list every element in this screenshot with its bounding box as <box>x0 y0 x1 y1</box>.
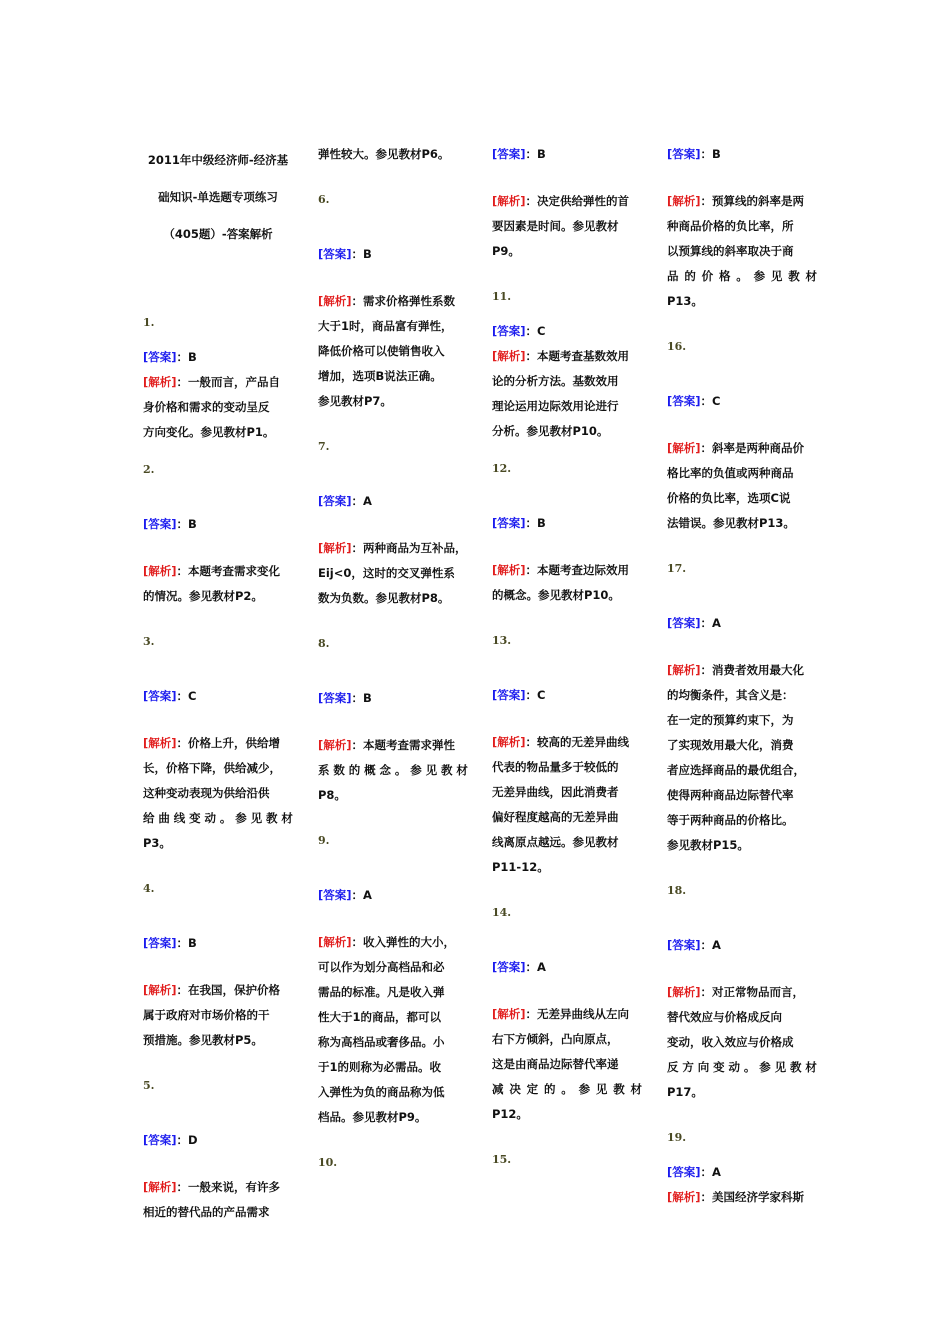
explanation-line: 给 曲 线 变 动 。 参 见 教 材 <box>143 811 293 825</box>
question-number: 15. <box>492 1153 512 1166</box>
title-line-3: （405题）-答案解析 <box>163 227 273 241</box>
explanation-text: 消费者效用最大化 <box>712 663 805 677</box>
explanation-line: 使得两种商品边际替代率 <box>667 788 794 802</box>
answer-line <box>667 611 817 636</box>
answer-line <box>318 489 468 514</box>
explanation-line: 的均衡条件，其含义是： <box>667 688 794 702</box>
explanation-separator: ： <box>351 541 364 555</box>
explanation-line: P11-12。 <box>492 860 549 874</box>
answer-value: B <box>363 691 372 705</box>
explanation-tag: [解析] <box>492 349 526 363</box>
explanation-tag: [解析] <box>318 541 352 555</box>
answer-value: B <box>188 350 197 364</box>
answer-value: C <box>537 688 546 702</box>
explanation-text: 两种商品为互补品， <box>363 541 467 555</box>
answer-tag: [答案] <box>143 517 177 531</box>
explanation-line: 参见教材P15。 <box>667 838 749 852</box>
explanation-line <box>492 344 642 369</box>
explanation-line: 品 的 价 格 。 参 见 教 材 <box>667 269 817 283</box>
answer-value: A <box>363 494 372 508</box>
explanation <box>143 370 293 445</box>
explanation-line: 于1的则称为必需品。收 <box>318 1060 442 1074</box>
answer-line <box>143 931 293 956</box>
explanation-line <box>143 370 293 395</box>
explanation-separator: ： <box>525 735 538 749</box>
answer-value: A <box>712 1165 721 1179</box>
explanation-tag: [解析] <box>143 983 177 997</box>
explanation-line: 参见教材P7。 <box>318 394 392 408</box>
explanation-line <box>492 558 642 583</box>
answer-value: D <box>188 1133 198 1147</box>
explanation-line: 要因素是时间。参见教材 <box>492 219 619 233</box>
answer-tag: [答案] <box>492 688 526 702</box>
explanation-tag: [解析] <box>667 194 701 208</box>
answer-line <box>667 142 817 167</box>
explanation-line: 需品的标准。凡是收入弹 <box>318 985 445 999</box>
answer-tag: [答案] <box>667 938 701 952</box>
answer-value: A <box>712 938 721 952</box>
answer-tag: [答案] <box>492 516 526 530</box>
answer-line <box>143 345 293 370</box>
answer-line <box>667 389 817 414</box>
answer-separator: ： <box>176 936 189 950</box>
explanation-line <box>318 930 468 955</box>
explanation-separator: ： <box>176 375 189 389</box>
explanation-separator: ： <box>176 983 189 997</box>
explanation-text: 一般而言，产品自 <box>188 375 281 389</box>
explanation-line: 减 决 定 的 。 参 见 教 材 <box>492 1082 642 1096</box>
explanation-line: 线离原点越远。参见教材 <box>492 835 619 849</box>
explanation-line: 档品。参见教材P9。 <box>318 1110 427 1124</box>
explanation-text: 较高的无差异曲线 <box>537 735 630 749</box>
explanation-line <box>143 559 293 584</box>
answer-tag: [答案] <box>492 960 526 974</box>
explanation-text: 本题考查需求变化 <box>188 564 281 578</box>
answer-tag: [答案] <box>667 1165 701 1179</box>
answer-separator: ： <box>176 517 189 531</box>
explanation-tag: [解析] <box>318 738 352 752</box>
explanation-line: 方向变化。参见教材P1。 <box>143 425 275 439</box>
explanation-line <box>492 189 642 214</box>
answer-separator: ： <box>351 691 364 705</box>
explanation <box>492 344 642 444</box>
explanation-line <box>667 436 817 461</box>
answer-line <box>318 242 468 267</box>
column-2 <box>318 142 468 1173</box>
explanation-text: 对正常物品而言， <box>712 985 805 999</box>
explanation-separator: ： <box>351 294 364 308</box>
explanation-tag: [解析] <box>143 564 177 578</box>
answer-tag: [答案] <box>667 394 701 408</box>
answer-value: C <box>537 324 546 338</box>
explanation-text: 在我国，保护价格 <box>188 983 281 997</box>
explanation-line: 替代效应与价格成反向 <box>667 1010 782 1024</box>
explanation-line <box>318 536 468 561</box>
explanation-line: 种商品价格的负比率，所 <box>667 219 794 233</box>
answer-line <box>492 511 642 536</box>
explanation <box>492 1002 642 1127</box>
explanation-line: 长，价格下降，供给减少， <box>143 761 281 775</box>
explanation-line: 这种变动表现为供给沿供 <box>143 786 270 800</box>
explanation-separator: ： <box>176 564 189 578</box>
explanation-line: 者应选择商品的最优组合， <box>667 763 805 777</box>
answer-value: A <box>537 960 546 974</box>
answer-separator: ： <box>525 147 538 161</box>
answer-separator: ： <box>700 394 713 408</box>
explanation-text: 决定供给弹性的首 <box>537 194 630 208</box>
explanation-tag: [解析] <box>492 563 526 577</box>
question-number: 11. <box>492 290 512 303</box>
column-3 <box>492 142 642 1170</box>
explanation-line: 降低价格可以使销售收入 <box>318 344 445 358</box>
explanation-line: 论的分析方法。基数效用 <box>492 374 619 388</box>
explanation-line: 偏好程度越高的无差异曲 <box>492 810 619 824</box>
answer-line <box>143 512 293 537</box>
explanation-line: P3。 <box>143 836 171 850</box>
title-line-1: 2011年中级经济师-经济基 <box>147 153 289 167</box>
answer-value: B <box>188 517 197 531</box>
question-number: 7. <box>318 440 330 453</box>
answer-tag: [答案] <box>667 616 701 630</box>
explanation-separator: ： <box>176 736 189 750</box>
column-4 <box>667 142 817 1210</box>
explanation-tag: [解析] <box>318 294 352 308</box>
explanation-line: 理论运用边际效用论进行 <box>492 399 619 413</box>
answer-line <box>667 933 817 958</box>
explanation-line: 格比率的负值或两种商品 <box>667 466 794 480</box>
explanation-text: 需求价格弹性系数 <box>363 294 456 308</box>
answer-separator: ： <box>525 516 538 530</box>
explanation-line: 大于1时，商品富有弹性， <box>318 319 453 333</box>
explanation-separator: ： <box>700 663 713 677</box>
explanation-separator: ： <box>700 1190 713 1204</box>
explanation-tag: [解析] <box>143 736 177 750</box>
answer-separator: ： <box>176 350 189 364</box>
answer-tag: [答案] <box>143 689 177 703</box>
answer-separator: ： <box>525 324 538 338</box>
answer-line <box>318 883 468 908</box>
question-number: 3. <box>143 635 155 648</box>
explanation-line: P9。 <box>492 244 520 258</box>
explanation-line <box>143 978 293 1003</box>
explanation-line: 可以作为划分高档品和必 <box>318 960 445 974</box>
explanation <box>492 558 642 608</box>
question-number: 14. <box>492 906 512 919</box>
explanation-text: 斜率是两种商品价 <box>712 441 805 455</box>
question-number: 9. <box>318 834 330 847</box>
explanation-line: Eij<0，这时的交叉弹性系 <box>318 566 455 580</box>
explanation-separator: ： <box>525 563 538 577</box>
explanation-line <box>667 658 817 683</box>
answer-value: B <box>712 147 721 161</box>
question-number: 13. <box>492 634 512 647</box>
answer-line <box>318 686 468 711</box>
explanation-tag: [解析] <box>667 1190 701 1204</box>
explanation <box>492 189 642 264</box>
answer-value: B <box>537 516 546 530</box>
answer-value: A <box>363 888 372 902</box>
explanation-line: 反 方 向 变 动 。 参 见 教 材 <box>667 1060 817 1074</box>
explanation-line: 称为高档品或奢侈品。小 <box>318 1035 445 1049</box>
answer-tag: [答案] <box>492 147 526 161</box>
answer-separator: ： <box>700 1165 713 1179</box>
explanation-tag: [解析] <box>667 663 701 677</box>
explanation-line: P8。 <box>318 788 346 802</box>
explanation-line: 在一定的预算约束下，为 <box>667 713 794 727</box>
answer-line <box>143 1128 293 1153</box>
answer-separator: ： <box>700 616 713 630</box>
answer-value: A <box>712 616 721 630</box>
explanation-separator: ： <box>351 935 364 949</box>
answer-separator: ： <box>351 494 364 508</box>
explanation <box>667 189 817 314</box>
explanation-separator: ： <box>525 1007 538 1021</box>
explanation-line: 以预算线的斜率取决于商 <box>667 244 794 258</box>
explanation-line: 预措施。参见教材P5。 <box>143 1033 263 1047</box>
explanation-separator: ： <box>700 441 713 455</box>
explanation-line: 这是由商品边际替代率递 <box>492 1057 619 1071</box>
explanation-line: 无差异曲线，因此消费者 <box>492 785 619 799</box>
explanation-line: 入弹性为负的商品称为低 <box>318 1085 445 1099</box>
explanation-line <box>667 1185 817 1210</box>
explanation-line: 价格的负比率，选项C说 <box>667 491 791 505</box>
answer-value: B <box>363 247 372 261</box>
title-line-2: 础知识-单选题专项练习 <box>158 190 278 204</box>
question-number: 19. <box>667 1131 687 1144</box>
explanation-separator: ： <box>176 1180 189 1194</box>
question-number: 4. <box>143 882 155 895</box>
explanation-line: 分析。参见教材P10。 <box>492 424 609 438</box>
explanation-line <box>667 980 817 1005</box>
explanation-line <box>143 1175 293 1200</box>
explanation-separator: ： <box>525 349 538 363</box>
explanation <box>318 733 468 808</box>
answer-line <box>492 955 642 980</box>
explanation-line: P13。 <box>667 294 703 308</box>
explanation-line: 法错误。参见教材P13。 <box>667 516 795 530</box>
explanation-text: 本题考查边际效用 <box>537 563 630 577</box>
explanation-line: 数为负数。参见教材P8。 <box>318 591 450 605</box>
explanation <box>667 1185 817 1210</box>
question-number: 5. <box>143 1079 155 1092</box>
explanation-tag: [解析] <box>318 935 352 949</box>
explanation-line: 等于两种商品的价格比。 <box>667 813 794 827</box>
explanation-text: 本题考查基数效用 <box>537 349 630 363</box>
question-number: 16. <box>667 340 687 353</box>
explanation <box>667 658 817 858</box>
answer-value: B <box>188 936 197 950</box>
answer-value: B <box>537 147 546 161</box>
question-number: 10. <box>318 1156 338 1169</box>
document-title <box>143 142 293 253</box>
answer-separator: ： <box>700 938 713 952</box>
answer-separator: ： <box>525 688 538 702</box>
explanation-line: 弹性较大。参见教材P6。 <box>318 147 450 161</box>
explanation-line: 代表的物品量多于较低的 <box>492 760 619 774</box>
explanation-separator: ： <box>700 985 713 999</box>
explanation <box>143 1175 293 1225</box>
explanation-line: 属于政府对市场价格的干 <box>143 1008 270 1022</box>
explanation <box>318 930 468 1130</box>
explanation-line: 系 数 的 概 念 。 参 见 教 材 <box>318 763 468 777</box>
explanation-continued <box>318 142 468 167</box>
answer-line <box>667 1160 817 1185</box>
explanation-tag: [解析] <box>492 735 526 749</box>
explanation <box>667 436 817 536</box>
answer-line <box>492 683 642 708</box>
explanation-line <box>318 289 468 314</box>
explanation-line: 了实现效用最大化，消费 <box>667 738 794 752</box>
explanation-separator: ： <box>351 738 364 752</box>
explanation-tag: [解析] <box>492 194 526 208</box>
answer-tag: [答案] <box>318 691 352 705</box>
explanation-text: 收入弹性的大小， <box>363 935 456 949</box>
answer-tag: [答案] <box>318 494 352 508</box>
explanation-line: 右下方倾斜，凸向原点， <box>492 1032 619 1046</box>
answer-separator: ： <box>525 960 538 974</box>
answer-tag: [答案] <box>143 936 177 950</box>
explanation-line: 身价格和需求的变动呈反 <box>143 400 270 414</box>
answer-separator: ： <box>351 888 364 902</box>
answer-tag: [答案] <box>318 888 352 902</box>
explanation-text: 预算线的斜率是两 <box>712 194 805 208</box>
explanation-line: 变动，收入效应与价格成 <box>667 1035 794 1049</box>
explanation <box>667 980 817 1105</box>
question-number: 8. <box>318 637 330 650</box>
explanation-line: 增加，选项B说法正确。 <box>318 369 442 383</box>
explanation-line <box>667 189 817 214</box>
answer-line <box>143 684 293 709</box>
column-1 <box>143 142 293 1225</box>
answer-tag: [答案] <box>492 324 526 338</box>
answer-tag: [答案] <box>318 247 352 261</box>
explanation-line <box>492 1002 642 1027</box>
explanation-line: 的情况。参见教材P2。 <box>143 589 263 603</box>
explanation <box>143 559 293 609</box>
explanation-line: 相近的替代品的产品需求 <box>143 1205 270 1219</box>
question-number: 6. <box>318 193 330 206</box>
explanation-text: 价格上升，供给增 <box>188 736 281 750</box>
answer-separator: ： <box>176 689 189 703</box>
answer-tag: [答案] <box>667 147 701 161</box>
answer-line <box>492 319 642 344</box>
question-number: 17. <box>667 562 687 575</box>
answer-separator: ： <box>700 147 713 161</box>
explanation-line: P17。 <box>667 1085 703 1099</box>
answer-line <box>492 142 642 167</box>
explanation <box>492 730 642 880</box>
explanation-tag: [解析] <box>143 375 177 389</box>
explanation-text: 本题考查需求弹性 <box>363 738 456 752</box>
explanation-text: 无差异曲线从左向 <box>537 1007 630 1021</box>
explanation <box>318 289 468 414</box>
question-number: 1. <box>143 316 155 329</box>
answer-separator: ： <box>351 247 364 261</box>
question-number: 2. <box>143 463 155 476</box>
explanation-text: 一般来说，有许多 <box>188 1180 281 1194</box>
explanation-separator: ： <box>700 194 713 208</box>
explanation-text: 美国经济学家科斯 <box>712 1190 805 1204</box>
answer-tag: [答案] <box>143 350 177 364</box>
explanation-tag: [解析] <box>667 441 701 455</box>
explanation-line <box>143 731 293 756</box>
answer-value: C <box>712 394 721 408</box>
explanation-tag: [解析] <box>492 1007 526 1021</box>
explanation-line: P12。 <box>492 1107 528 1121</box>
answer-tag: [答案] <box>143 1133 177 1147</box>
explanation <box>143 731 293 856</box>
question-number: 18. <box>667 884 687 897</box>
explanation <box>143 978 293 1053</box>
answer-separator: ： <box>176 1133 189 1147</box>
explanation-line: 的概念。参见教材P10。 <box>492 588 620 602</box>
explanation-line: 性大于1的商品，都可以 <box>318 1010 442 1024</box>
answer-value: C <box>188 689 197 703</box>
explanation <box>318 536 468 611</box>
explanation-tag: [解析] <box>667 985 701 999</box>
explanation-separator: ： <box>525 194 538 208</box>
explanation-line <box>318 733 468 758</box>
explanation-tag: [解析] <box>143 1180 177 1194</box>
explanation-line <box>492 730 642 755</box>
question-number: 12. <box>492 462 512 475</box>
